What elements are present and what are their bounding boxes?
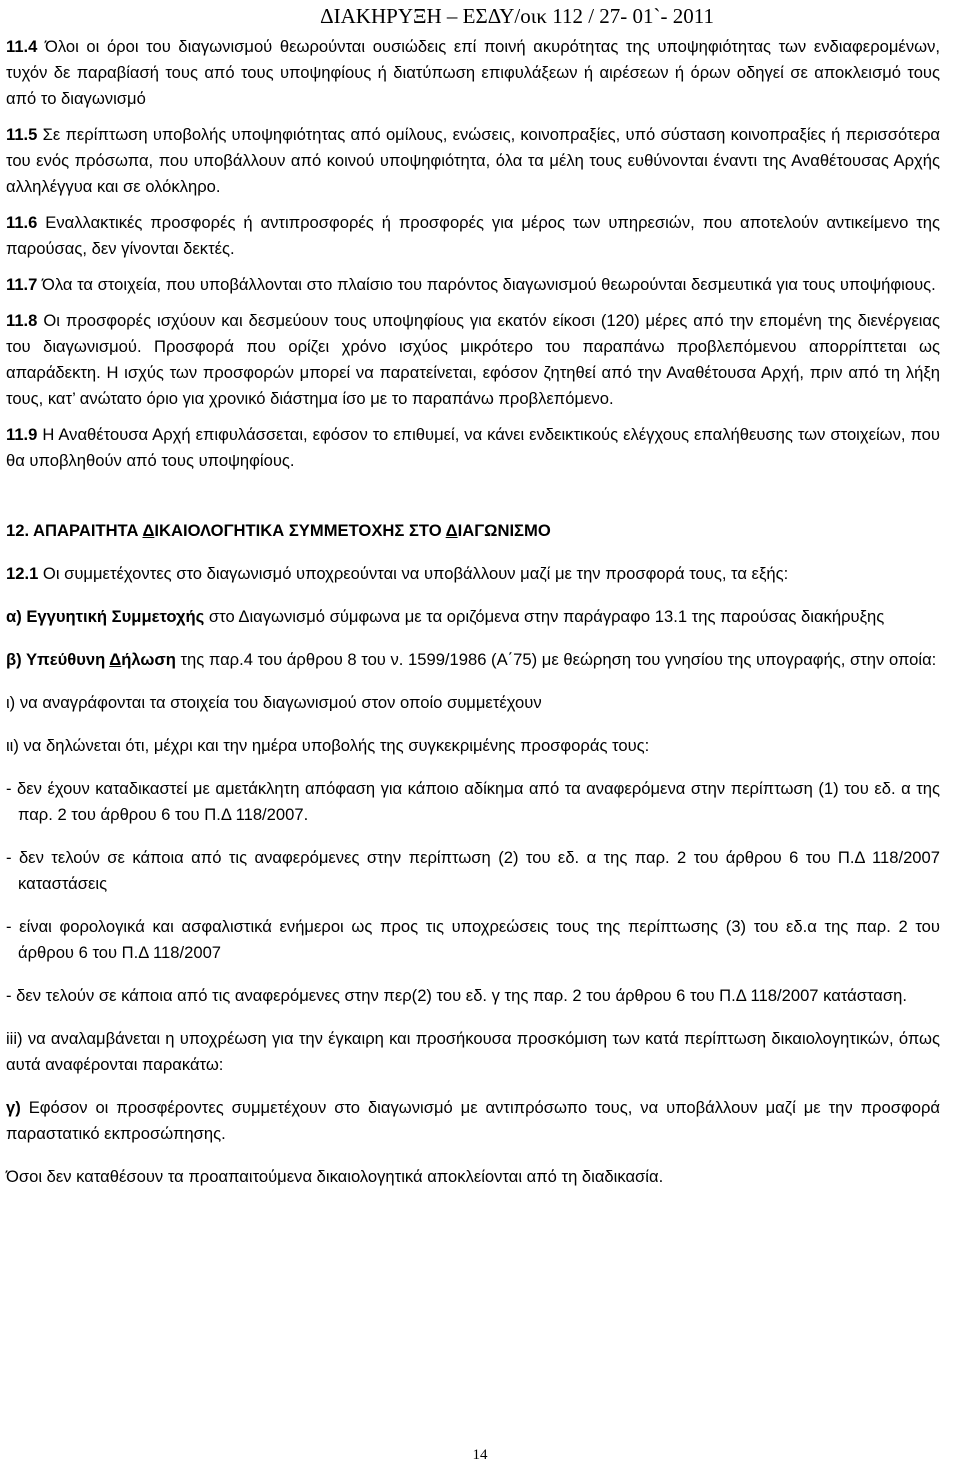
section-title-part: ΙΚΑΙΟΛΟΓΗΤΙΚΑ ΣΥΜΜΕΤΟΧΗΣ ΣΤΟ (154, 521, 446, 540)
clause-text: Οι συμμετέχοντες στο διαγωνισμό υποχρεούνται να υποβάλλουν μαζί με την προσφορά τους, τα εξής: (38, 564, 789, 583)
item-label-underlined: Δ (109, 650, 122, 669)
clause-text: Εναλλακτικές προσφορές ή αντιπροσφορές ή προσφορές για μέρος των υπηρεσιών, που αποτελούν αντικείμενο της παρούσας, δεν γίνονται δεκτές. (6, 213, 940, 258)
section-title-part: 12. ΑΠΑΡΑΙΤΗΤΑ (6, 521, 143, 540)
dash-item-3: - είναι φορολογικά και ασφαλιστικά ενήμεροι ως προς τις υποχρεώσεις τους της περίπτωσης (3) του εδ.α της παρ. 2 του άρθρου 6 του Π.Δ 118/2007 (6, 917, 940, 962)
page-number: 14 (472, 1447, 488, 1463)
item-label: γ) (6, 1098, 21, 1117)
item-label (6, 650, 176, 669)
document-body (6, 34, 940, 1190)
clause-number: 11.7 (6, 275, 38, 294)
paragraph-12-1 (6, 561, 940, 587)
paragraph-11-9 (6, 422, 940, 474)
item-label-part: ήλωση (121, 650, 176, 669)
paragraph-11-4 (6, 34, 940, 112)
item-label: α) Εγγυητική Συμμετοχής (6, 607, 205, 626)
clause-text: Σε περίπτωση υποβολής υποψηφιότητας από ομίλους, ενώσεις, κοινοπραξίες, υπό σύσταση κοινοπραξίες ή περισσότερα του ενός πρόσωπα, που υποβάλλουν από κοινού υποψηφιότητα, όλα τα μέλη τους ευθύνονται έναντι της Αναθέτουσας Αρχής αλληλέγγυα και σε ολόκληρο. (6, 125, 940, 196)
subitem-i: ι) να αναγράφονται τα στοιχεία του διαγωνισμού στον οποίο συμμετέχουν (6, 693, 542, 712)
clause-text: Όλα τα στοιχεία, που υποβάλλονται στο πλαίσιο του παρόντος διαγωνισμού θεωρούνται δεσμευτικά για τους υποψήφιους. (37, 275, 936, 294)
clause-text: Η Αναθέτουσα Αρχή επιφυλάσσεται, εφόσον το επιθυμεί, να κάνει ενδεικτικούς ελέγχους επαλήθευσης των στοιχείων, που θα υποβληθούν από τους υποψηφίους. (6, 425, 940, 470)
item-text: Εφόσον οι προσφέροντες συμμετέχουν στο διαγωνισμό με αντιπρόσωπο τους, να υποβάλλουν μαζί με την προσφορά παραστατικό εκπροσώπησης. (6, 1098, 940, 1143)
item-b (6, 647, 940, 673)
item-a (6, 604, 940, 630)
subitem-iii: iii) να αναλαμβάνεται η υποχρέωση για την έγκαιρη και προσήκουσα προσκόμιση των κατά περίπτωση δικαιολογητικών, όπως αυτά αναφέρονται παρακάτω: (6, 1029, 940, 1074)
paragraph-11-6 (6, 210, 940, 262)
clause-text: Οι προσφορές ισχύουν και δεσμεύουν τους υποψηφίους για εκατόν είκοσι (120) μέρες από την επομένη της διενέργειας του διαγωνισμού. Προσφορά που ορίζει χρόνο ισχύος μικρότερο του παραπάνω προβλεπόμενου απορρίπτεται ως απαράδεκτη. Η ισχύς των προσφορών μπορεί να παρατείνεται, εφόσον ζητηθεί από την Αναθέτουσα Αρχή, πριν από τη λήξη τους, κατ’ ανώτατο όριο για χρονικό διάστημα ίσο με το παραπάνω προβλεπόμενο. (6, 311, 940, 408)
section-title-underlined: Δ (445, 521, 458, 540)
clause-number: 11.5 (6, 125, 38, 144)
subitem-ii: ιι) να δηλώνεται ότι, μέχρι και την ημέρα υποβολής της συγκεκριμένης προσφοράς τους: (6, 736, 650, 755)
clause-text: Όλοι οι όροι του διαγωνισμού θεωρούνται ουσιώδεις επί ποινή ακυρότητας της υποψηφιότητας των ενδιαφερομένων, τυχόν δε παραβίασή τους από τους υποψηφίους ή διατύπωση επιφυλάξεων ή αιρέσεων ή όρων οδηγεί σε αποκλεισμό τους από το διαγωνισμό (6, 37, 940, 108)
clause-number: 11.4 (6, 37, 38, 56)
item-label-part: β) Υπεύθυνη (6, 650, 110, 669)
section-12-title (6, 518, 940, 544)
paragraph-11-5 (6, 122, 940, 200)
item-text: στο Διαγωνισμό σύμφωνα με τα οριζόμενα στην παράγραφο 13.1 της παρούσας διακήρυξης (204, 607, 885, 626)
item-g (6, 1095, 940, 1147)
dash-item-2: - δεν τελούν σε κάποια από τις αναφερόμενες στην περίπτωση (2) του εδ. α της παρ. 2 του άρθρου 6 του Π.Δ 118/2007 καταστάσεις (6, 848, 940, 893)
item-text: της παρ.4 του άρθρου 8 του ν. 1599/1986 (Α΄75) με θεώρηση του γνησίου της υπογραφής, στην οποία: (175, 650, 937, 669)
closing-statement: Όσοι δεν καταθέσουν τα προαπαιτούμενα δικαιολογητικά αποκλείονται από τη διαδικασία. (6, 1167, 664, 1186)
dash-item-4: - δεν τελούν σε κάποια από τις αναφερόμενες στην περ(2) του εδ. γ της παρ. 2 του άρθρου 6 του Π.Δ 118/2007 κατάσταση. (6, 986, 907, 1005)
dash-item-1: - δεν έχουν καταδικαστεί με αμετάκλητη απόφαση για κάποιο αδίκημα από τα αναφερόμενα στην περίπτωση (1) του εδ. α της παρ. 2 του άρθρου 6 του Π.Δ 118/2007. (6, 779, 940, 824)
paragraph-11-8 (6, 308, 940, 412)
clause-number: 11.8 (6, 311, 38, 330)
clause-number: 11.6 (6, 213, 38, 232)
section-title-part: ΙΑΓΩΝΙΣΜΟ (457, 521, 551, 540)
document-header: ΔΙΑΚΗΡΥΞΗ – ΕΣΔΥ/οικ 112 / 27- 01`- 2011 (320, 4, 714, 28)
paragraph-11-7 (6, 272, 940, 298)
section-title-underlined: Δ (142, 521, 155, 540)
clause-number: 11.9 (6, 425, 38, 444)
clause-number: 12.1 (6, 564, 39, 583)
